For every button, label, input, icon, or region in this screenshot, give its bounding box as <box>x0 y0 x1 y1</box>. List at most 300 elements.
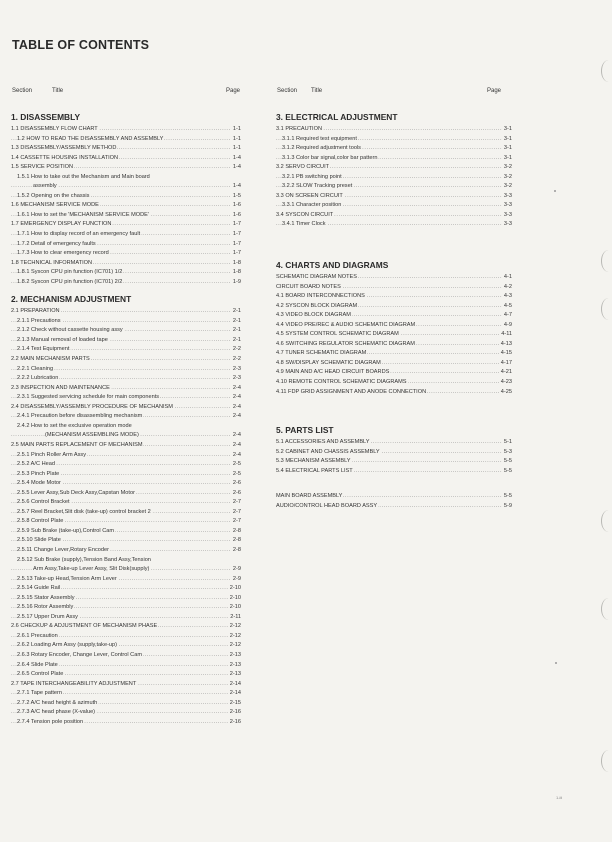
toc-entry-page: 2-4 <box>231 403 241 413</box>
toc-entry <box>11 412 241 422</box>
binder-hole <box>601 598 612 620</box>
binder-hole <box>601 750 612 772</box>
toc-entry <box>11 661 241 671</box>
toc-entry-title: 2.5.12 Sub Brake (supply),Tension Band Assy,Tension <box>17 556 151 563</box>
toc-entry-title: 2.1 PREPARATION <box>11 308 60 315</box>
toc-entry <box>11 278 241 288</box>
toc-entry <box>11 565 241 575</box>
toc-entry-page: 2-2 <box>231 355 241 365</box>
toc-entry-page: 2-11 <box>228 613 241 623</box>
toc-entry-page: 5-5 <box>502 457 512 467</box>
toc-entry <box>276 349 512 359</box>
toc-entry <box>276 457 512 467</box>
toc-entry-page: 2-10 <box>228 584 241 594</box>
toc-entry-title: 1.6 MECHANISM SERVICE MODE <box>11 202 99 209</box>
toc-entry-page: 5-1 <box>502 438 512 448</box>
toc-entry <box>276 330 512 340</box>
toc-entry-page: 1-7 <box>231 220 241 230</box>
toc-entry-page: 2-4 <box>231 451 241 461</box>
left-column <box>11 112 241 727</box>
toc-entry-page: 2-9 <box>231 565 241 575</box>
toc-entry-title: 2.5.17 Upper Drum Assy <box>17 613 78 620</box>
toc-entry-title: 4.6 SWITCHING REGULATOR SCHEMATIC DIAGRAM <box>276 340 415 347</box>
toc-entry-page: 2-7 <box>231 517 241 527</box>
toc-entry-title: 2.7 TAPE INTERCHANGEABILITY ADJUSTMENT <box>11 680 137 687</box>
right-header-section: Section <box>277 88 298 94</box>
toc-entry <box>11 451 241 461</box>
toc-entry <box>11 240 241 250</box>
toc-list-parts-list-extra <box>276 492 512 511</box>
toc-entry-page: 4-7 <box>502 311 512 321</box>
toc-entry <box>11 718 241 728</box>
toc-entry <box>276 144 512 154</box>
toc-entry-page: 4-2 <box>502 283 512 293</box>
toc-entry-page: 1-1 <box>231 135 241 145</box>
toc-entry <box>276 163 512 173</box>
toc-entry-page: 1-6 <box>231 201 241 211</box>
toc-entry <box>11 374 241 384</box>
toc-entry-title: 2.6 CHECKUP & ADJUSTMENT OF MECHANISM PHASE <box>11 623 158 630</box>
toc-entry <box>276 467 512 477</box>
toc-entry <box>276 340 512 350</box>
toc-entry <box>11 259 241 269</box>
toc-entry-page: 3-2 <box>502 163 512 173</box>
toc-entry-page: 3-3 <box>502 220 512 230</box>
toc-entry-page: 1-9 <box>231 278 241 288</box>
toc-entry <box>11 230 241 240</box>
toc-entry-title: Arm Assy,Take-up Lever Assy, Slit Disk(supply) <box>33 566 150 573</box>
toc-entry-title: 3.4.1 Timer Clock <box>282 221 326 228</box>
toc-entry-title: 4.9 MAIN AND A/C HEAD CIRCUIT BOARDS <box>276 369 390 376</box>
toc-entry-page: 2-15 <box>228 699 241 709</box>
toc-entry-page: 4-5 <box>502 302 512 312</box>
toc-entry-page: 2-4 <box>231 384 241 394</box>
toc-entry-title: 1.7.1 How to display record of an emergency fault <box>17 231 141 238</box>
toc-entry-title: 2.5.2 A/C Head <box>17 461 55 468</box>
toc-entry-page: 3-2 <box>502 173 512 183</box>
toc-entry <box>11 173 241 183</box>
toc-entry-page: 1-5 <box>231 192 241 202</box>
toc-entry-title: 3.1.3 Color bar signal,color bar pattern <box>282 154 378 161</box>
toc-entry-page: 4-17 <box>499 359 512 369</box>
toc-entry-title: 2.7.1 Tape pattern <box>17 690 62 697</box>
toc-entry <box>276 378 512 388</box>
toc-entry-page: 1-8 <box>231 268 241 278</box>
toc-entry <box>276 292 512 302</box>
toc-entry-page: 1-6 <box>231 211 241 221</box>
toc-entry <box>11 422 241 432</box>
section-heading-mechanism-adjustment: 2. MECHANISM ADJUSTMENT <box>11 294 132 305</box>
toc-entry-title: 4.3 VIDEO BLOCK DIAGRAM <box>276 312 351 319</box>
toc-entry-page: 4-15 <box>499 349 512 359</box>
binder-hole <box>601 510 612 532</box>
toc-entry-title: 2.6.4 Slide Plate <box>17 661 58 668</box>
toc-entry-page: 4-3 <box>502 292 512 302</box>
toc-entry <box>11 613 241 623</box>
toc-entry-title: 2.2.2 Lubrication <box>17 375 59 382</box>
toc-entry <box>11 479 241 489</box>
toc-entry-title: 2.5.15 Stator Assembly <box>17 594 75 601</box>
right-header-page: Page <box>487 88 502 94</box>
toc-entry-page: 2-5 <box>231 470 241 480</box>
toc-entry-title: 1.2 HOW TO READ THE DISASSEMBLY AND ASSEMBLY <box>17 135 164 142</box>
toc-entry <box>11 556 241 566</box>
toc-entry-page: 2-14 <box>228 680 241 690</box>
toc-entry <box>11 163 241 173</box>
toc-entry <box>276 388 512 398</box>
toc-list-mechanism-adjustment <box>11 307 241 727</box>
toc-entry-page: 3-3 <box>502 201 512 211</box>
toc-entry-title: 3.3.1 Character position <box>282 202 342 209</box>
toc-entry-page: 2-1 <box>231 307 241 317</box>
toc-entry-page: 2-10 <box>228 594 241 604</box>
toc-entry-title: 2.5.9 Sub Brake (take-up),Control Cam <box>17 527 115 534</box>
toc-entry-title: 1.3 DISASSEMBLY/ASSEMBLY METHOD <box>11 145 117 152</box>
toc-entry <box>11 460 241 470</box>
toc-entry-title: 2.5.7 Reel Bracket,Slit disk (take-up) control bracket 2 <box>17 508 151 515</box>
toc-entry <box>11 594 241 604</box>
toc-entry <box>11 365 241 375</box>
toc-entry-page: 2-6 <box>231 489 241 499</box>
toc-entry-page: 2-7 <box>231 508 241 518</box>
toc-entry-page: 2-3 <box>231 374 241 384</box>
toc-entry <box>276 173 512 183</box>
toc-entry-title: 2.5.6 Control Bracket <box>17 499 70 506</box>
toc-entry <box>276 492 512 502</box>
toc-entry-title: 4.11 FDP GRID ASSIGNMENT AND ANODE CONNECTION <box>276 388 427 395</box>
toc-entry-title: 1.5.2 Opening on the chassis <box>17 192 90 199</box>
paper-speck <box>554 190 556 192</box>
binder-hole <box>601 250 612 272</box>
toc-entry-page: 2-1 <box>231 317 241 327</box>
toc-entry-page: 2-2 <box>231 345 241 355</box>
toc-entry <box>276 154 512 164</box>
toc-entry-page: 2-16 <box>228 708 241 718</box>
toc-entry <box>11 393 241 403</box>
toc-entry <box>11 584 241 594</box>
toc-entry-title: 3.2.1 PB switching point <box>282 173 342 180</box>
toc-entry <box>11 326 241 336</box>
toc-entry <box>11 355 241 365</box>
toc-entry <box>11 689 241 699</box>
toc-entry-page: 2-4 <box>231 393 241 403</box>
toc-entry-title: 2.4 DISASSEMBLY/ASSEMBLY PROCEDURE OF MECHANISM <box>11 403 173 410</box>
binder-hole <box>601 60 612 82</box>
toc-entry-page: 1-7 <box>231 249 241 259</box>
toc-entry <box>11 622 241 632</box>
toc-entry-title: 5.3 MECHANISM ASSEMBLY <box>276 458 351 465</box>
toc-entry-page: 4-23 <box>499 378 512 388</box>
toc-entry-page: 2-13 <box>228 670 241 680</box>
left-header-title: Title <box>52 88 64 94</box>
toc-entry <box>11 575 241 585</box>
toc-entry <box>11 345 241 355</box>
toc-entry-title: 2.7.3 A/C head phase (X-value) <box>17 709 96 716</box>
toc-entry-title: CIRCUIT BOARD NOTES <box>276 283 341 290</box>
toc-entry-page: 2-4 <box>231 431 241 441</box>
toc-entry-page: 2-8 <box>231 546 241 556</box>
toc-list-disassembly <box>11 125 241 287</box>
toc-entry-title: 1.6.1 How to set the 'MECHANISM SERVICE MODE' <box>17 211 149 218</box>
toc-entry-page: 2-3 <box>231 365 241 375</box>
toc-entry-title: 2.1.4 Test Equipment <box>17 346 70 353</box>
toc-entry <box>11 536 241 546</box>
toc-entry-title: 3.2 SERVO CIRCUIT <box>276 164 330 171</box>
toc-entry-page: 3-2 <box>502 182 512 192</box>
toc-entry-page: 1-7 <box>231 240 241 250</box>
toc-entry-page: 2-13 <box>228 661 241 671</box>
toc-entry-title: 4.8 SW/DISPLAY SCHEMATIC DIAGRAM <box>276 359 381 366</box>
toc-entry-title: 1.5 SERVICE POSITION <box>11 164 74 171</box>
section-heading-electrical-adjustment: 3. ELECTRICAL ADJUSTMENT <box>276 112 398 122</box>
toc-entry-page: 2-16 <box>228 718 241 728</box>
toc-entry-page: 1-1 <box>231 144 241 154</box>
toc-entry <box>11 154 241 164</box>
page-title: TABLE OF CONTENTS <box>12 38 150 52</box>
toc-entry-title: 2.4.2 How to set the exclusive operation mode <box>17 422 132 429</box>
toc-entry-title: SCHEMATIC DIAGRAM NOTES <box>276 274 358 281</box>
toc-entry <box>276 220 512 230</box>
toc-entry-page: 2-4 <box>231 441 241 451</box>
right-column <box>276 112 512 511</box>
toc-list-parts-list <box>276 438 512 476</box>
toc-entry <box>11 670 241 680</box>
toc-entry-title: 2.6.1 Precaution <box>17 632 58 639</box>
toc-entry <box>276 125 512 135</box>
toc-entry-page: 1-4 <box>231 182 241 192</box>
toc-entry-title: 2.5.11 Change Lever,Rotary Encoder <box>17 546 109 553</box>
toc-entry-page: 2-12 <box>228 622 241 632</box>
toc-entry-page: 1-7 <box>231 230 241 240</box>
toc-entry <box>11 431 241 441</box>
toc-entry-page: 2-8 <box>231 527 241 537</box>
toc-entry-page: 4-1 <box>502 273 512 283</box>
toc-entry-title: 1.4 CASSETTE HOUSING INSTALLATION <box>11 154 119 161</box>
toc-list-charts-diagrams <box>276 273 512 397</box>
toc-entry-title: 5.2 CABINET AND CHASSIS ASSEMBLY <box>276 448 380 455</box>
toc-entry <box>11 546 241 556</box>
toc-entry <box>11 508 241 518</box>
toc-entry <box>11 651 241 661</box>
toc-entry-page: 3-1 <box>502 154 512 164</box>
toc-entry-page: 4-25 <box>499 388 512 398</box>
toc-entry-title: 3.1 PRECAUTION <box>276 126 323 132</box>
toc-entry-page: 4-11 <box>499 330 512 340</box>
toc-entry-page: 2-1 <box>231 326 241 336</box>
toc-entry-page: 3-1 <box>502 125 512 135</box>
toc-entry-page: 2-7 <box>231 498 241 508</box>
toc-entry <box>276 311 512 321</box>
toc-entry <box>276 182 512 192</box>
toc-entry-title: 5.1 ACCESSORIES AND ASSEMBLY <box>276 439 370 446</box>
toc-entry-title: 2.2.1 Cleaning <box>17 365 54 372</box>
toc-entry-page: 4-13 <box>499 340 512 350</box>
toc-entry <box>11 182 241 192</box>
toc-entry-title: 4.5 SYSTEM CONTROL SCHEMATIC DIAGRAM <box>276 331 399 338</box>
toc-entry <box>11 201 241 211</box>
toc-entry-title: 2.5.16 Rotor Assembly <box>17 604 74 611</box>
toc-entry <box>11 211 241 221</box>
toc-entry <box>276 211 512 221</box>
toc-list-electrical-adjustment <box>276 125 512 230</box>
toc-entry <box>276 283 512 293</box>
left-header-section: Section <box>12 88 33 94</box>
toc-entry <box>11 489 241 499</box>
section-heading-disassembly: 1. DISASSEMBLY <box>11 112 81 122</box>
toc-entry-title: 2.4.1 Precaution before disassembling mechanism <box>17 413 143 420</box>
toc-entry-title: 1.7.3 How to clear emergency record <box>17 250 109 257</box>
toc-entry-title: 1.8.1 Syscon CPU pin function (IC701) 1/2 <box>17 269 123 276</box>
toc-entry-title: 2.6.2 Loading Arm Assy (supply,take-up) <box>17 642 118 649</box>
toc-entry-title: 2.5.5 Lever Assy,Sub Deck Assy,Capstan Motor <box>17 489 135 496</box>
toc-entry-title: 2.5.1 Pinch Roller Arm Assy <box>17 451 87 458</box>
toc-entry <box>276 302 512 312</box>
toc-entry-title: 2.3 INSPECTION AND MAINTENANCE <box>11 384 110 391</box>
toc-entry <box>11 403 241 413</box>
binder-hole <box>601 298 612 320</box>
section-heading-charts-diagrams: 4. CHARTS AND DIAGRAMS <box>276 260 389 271</box>
toc-entry-title: 2.5.4 Mode Motor <box>17 480 61 487</box>
toc-entry <box>11 384 241 394</box>
toc-entry <box>276 438 512 448</box>
toc-entry <box>11 470 241 480</box>
toc-entry-page: 4-9 <box>502 321 512 331</box>
toc-entry-title: 2.5.10 Slide Plate <box>17 537 61 544</box>
toc-entry-title: assembly <box>33 183 57 190</box>
toc-entry-page: 3-1 <box>502 144 512 154</box>
toc-entry <box>11 336 241 346</box>
toc-entry-page: 2-12 <box>228 632 241 642</box>
toc-entry <box>11 527 241 537</box>
toc-entry-title: 3.3 ON SCREEN CIRCUIT <box>276 192 343 199</box>
toc-entry-page: 1-4 <box>231 154 241 164</box>
toc-entry-page: 3-3 <box>502 192 512 202</box>
toc-entry <box>11 135 241 145</box>
toc-entry-page: 2-1 <box>231 336 241 346</box>
toc-entry-page: 3-3 <box>502 211 512 221</box>
toc-entry-title: 1.5.1 How to take out the Mechanism and Main board <box>17 173 150 180</box>
toc-entry-title: 2.6.3 Rotary Encoder, Change Lever, Control Cam <box>17 651 142 658</box>
toc-entry-title: 3.1.1 Required test equipment <box>282 135 357 142</box>
toc-entry-page: 2-13 <box>228 651 241 661</box>
toc-entry-title: 4.2 SYSCON BLOCK DIAGRAM <box>276 302 358 309</box>
footer-page-code: 1-iii <box>556 795 563 800</box>
toc-entry-title: 1.8.2 Syscon CPU pin function (IC701) 2/2 <box>17 278 123 285</box>
toc-entry-title: 4.7 TUNER SCHEMATIC DIAGRAM <box>276 350 367 357</box>
toc-entry-title: 2.1.2 Check without cassette housing assy <box>17 327 123 334</box>
toc-entry-page: 2-10 <box>228 603 241 613</box>
toc-entry-title: 3.2.2 SLOW Tracking preset <box>282 183 353 190</box>
toc-entry <box>11 641 241 651</box>
toc-entry-page: 5-5 <box>502 467 512 477</box>
toc-entry-title: 2.6.5 Control Plate <box>17 671 64 678</box>
toc-entry-title: 3.1.2 Required adjustment tools <box>282 145 361 152</box>
toc-entry-title: 2.5.14 Guide Rail <box>17 585 61 592</box>
toc-entry <box>11 517 241 527</box>
toc-entry <box>11 699 241 709</box>
toc-entry-page: 2-5 <box>231 460 241 470</box>
toc-entry-title: 2.5.13 Take-up Head,Tension Arm Lever <box>17 575 117 582</box>
toc-entry-title: 2.5 MAIN PARTS REPLACEMENT OF MECHANISM <box>11 441 143 448</box>
toc-entry <box>11 220 241 230</box>
toc-entry-page: 2-14 <box>228 689 241 699</box>
toc-entry-title: 4.4 VIDEO PRE/REC & AUDIO SCHEMATIC DIAGRAM <box>276 321 416 328</box>
toc-entry <box>11 268 241 278</box>
toc-entry-page: 1-4 <box>231 163 241 173</box>
toc-entry <box>276 359 512 369</box>
toc-entry <box>11 708 241 718</box>
toc-entry <box>11 632 241 642</box>
toc-entry-title: (MECHANISM ASSEMBLING MODE) <box>45 432 139 439</box>
toc-entry-title: 4.1 BOARD INTERCONNECTIONS <box>276 293 365 300</box>
toc-entry <box>11 441 241 451</box>
toc-entry <box>276 273 512 283</box>
toc-entry-page: 2-8 <box>231 536 241 546</box>
section-heading-parts-list: 5. PARTS LIST <box>276 425 334 436</box>
toc-entry-title: 2.3.1 Suggested servicing schedule for main components <box>17 394 160 401</box>
toc-entry-page: 2-6 <box>231 479 241 489</box>
binder-holes <box>582 0 612 842</box>
toc-entry-title: 1.1 DISASSEMBLY FLOW CHART <box>11 126 98 132</box>
toc-entry-title: 1.7.2 Detail of emergency faults <box>17 240 96 247</box>
toc-entry <box>276 192 512 202</box>
toc-entry <box>11 192 241 202</box>
toc-entry-title: 2.7.2 A/C head height & azimuth <box>17 699 98 706</box>
toc-entry-page: 5-9 <box>502 502 512 512</box>
toc-entry <box>276 502 512 512</box>
toc-entry <box>11 680 241 690</box>
toc-entry <box>11 317 241 327</box>
left-header-page: Page <box>226 88 241 94</box>
toc-entry <box>276 321 512 331</box>
toc-entry <box>11 307 241 317</box>
toc-entry-page: 5-3 <box>502 448 512 458</box>
toc-entry-title: 2.2 MAIN MECHANISM PARTS <box>11 356 90 363</box>
toc-entry <box>276 368 512 378</box>
toc-entry <box>11 125 241 135</box>
toc-entry-title: 4.10 REMOTE CONTROL SCHEMATIC DIAGRAMS <box>276 379 407 386</box>
toc-entry <box>276 448 512 458</box>
toc-entry-title: MAIN BOARD ASSEMBLY <box>276 493 343 500</box>
toc-entry-page: 3-1 <box>502 135 512 145</box>
toc-entry-page: 1-8 <box>231 259 241 269</box>
paper-speck <box>555 662 557 664</box>
toc-entry <box>276 201 512 211</box>
toc-entry <box>11 144 241 154</box>
toc-entry <box>11 249 241 259</box>
toc-entry-title: 2.7.4 Tension pole position <box>17 718 84 725</box>
right-header-title: Title <box>311 88 323 94</box>
toc-entry-page: 1-1 <box>231 125 241 135</box>
toc-entry-title: 2.5.8 Control Plate <box>17 518 64 525</box>
toc-entry-title: 3.4 SYSCON CIRCUIT <box>276 211 334 218</box>
toc-entry-page: 2-9 <box>231 575 241 585</box>
toc-entry-page: 4-21 <box>499 368 512 378</box>
toc-entry-title: AUDIO/CONTROL HEAD BOARD ASSY <box>276 502 378 509</box>
toc-entry-page: 2-4 <box>231 412 241 422</box>
toc-entry <box>11 603 241 613</box>
toc-entry-title: 2.1.1 Precautions <box>17 317 61 324</box>
toc-entry-page: 5-5 <box>502 492 512 502</box>
toc-entry-title: 2.5.3 Pinch Plate <box>17 470 60 477</box>
toc-entry-title: 1.7 EMERGENCY DISPLAY FUNCTION <box>11 221 112 228</box>
toc-entry <box>11 498 241 508</box>
toc-entry-title: 2.1.3 Manual removal of loaded tape <box>17 336 108 343</box>
toc-entry-title: 5.4 ELECTRICAL PARTS LIST <box>276 467 353 474</box>
toc-entry <box>276 135 512 145</box>
toc-entry-title: 1.8 TECHNICAL INFORMATION <box>11 259 93 266</box>
toc-entry-page: 2-12 <box>228 641 241 651</box>
